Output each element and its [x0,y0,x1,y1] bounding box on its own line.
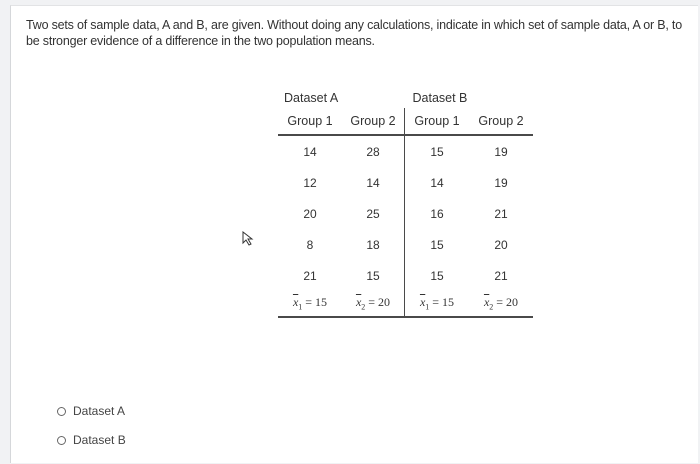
group-header: Group 1 [405,108,470,135]
mouse-pointer-icon [241,231,255,247]
mean-a2: $\overline{x}_2 = 20$ [342,291,405,317]
table-cell: 21 [303,268,317,283]
mean-b2: $\overline{x}_2 = 20$ [469,291,533,317]
table-cell: 14 [342,167,405,198]
question-text: Two sets of sample data, A and B, are given. Without doing any calculations, indicate in which set of sample data, A or B, to be stronger evidence of a difference in the two population means. [26,18,682,48]
option-label: Dataset A [73,404,126,418]
table-cell: 14 [303,144,317,159]
table-cell: 15 [430,144,444,159]
table-cell: 15 [430,268,444,283]
table-cell: 21 [494,268,508,283]
table-cell: 14 [430,175,444,190]
mean-a1: $\overline{x}_1 = 15$ [278,291,342,317]
table-cell: 16 [430,206,444,221]
table-cell: 12 [303,175,317,190]
group-header: Group 2 [342,108,405,135]
table-cell: 18 [342,229,405,260]
radio-icon[interactable] [57,436,66,445]
table-row [278,167,533,198]
table-cell: 8 [306,237,314,252]
option-dataset-b[interactable] [57,431,126,449]
dataset-b-label: Dataset B [412,91,468,105]
group-header: Group 1 [278,108,342,135]
mean-row [278,291,533,317]
dataset-a-label: Dataset A [284,91,339,105]
table-cell: 21 [494,206,508,221]
radio-icon[interactable] [57,407,66,416]
mean-b1: $\overline{x}_1 = 15$ [405,291,470,317]
option-label: Dataset B [73,433,126,447]
table-cell: 15 [342,260,405,291]
group-header: Group 2 [469,108,533,135]
table-row [278,135,533,167]
table-row [278,260,533,291]
group-header-row [278,108,533,135]
table-cell: 20 [494,237,508,252]
data-table [278,88,533,318]
table-row [278,198,533,229]
table-cell: 19 [494,144,508,159]
option-dataset-a[interactable] [57,402,126,420]
dataset-header-row [278,88,533,108]
table-cell: 19 [494,175,508,190]
answer-options [57,402,126,460]
table-cell: 15 [430,237,444,252]
table-cell: 28 [342,135,405,167]
table-cell: 20 [303,206,317,221]
table-row [278,229,533,260]
table-cell: 25 [342,198,405,229]
